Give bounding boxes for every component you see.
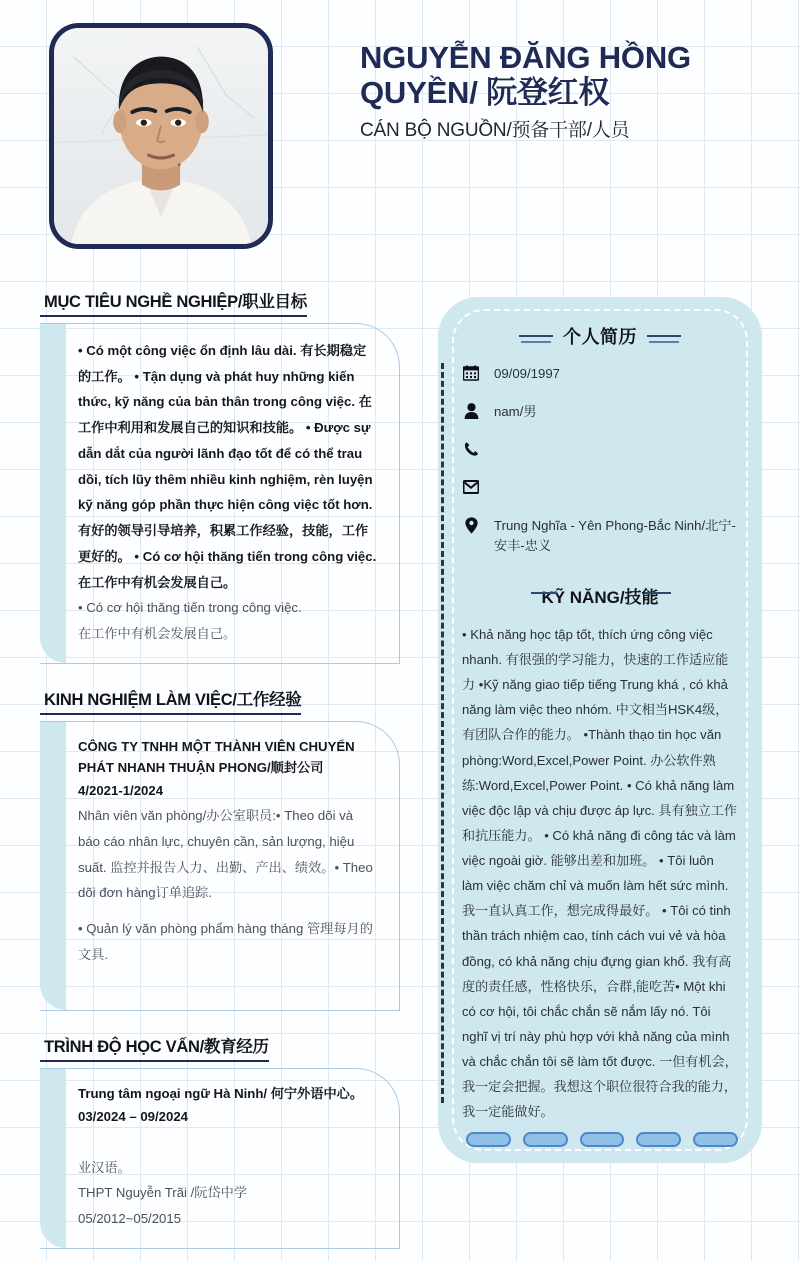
calendar-icon [462, 363, 480, 383]
page-title: NGUYỄN ĐĂNG HỒNG QUYỀN/ 阮登红权 [360, 40, 691, 111]
portrait-photo-icon [54, 28, 268, 244]
education-card [40, 1068, 400, 1249]
section-objective [40, 288, 400, 664]
skill-pill [466, 1132, 511, 1147]
header [0, 0, 800, 272]
education-school-2: THPT Nguyễn Trãi /阮岱中学 [78, 1185, 248, 1201]
education-date-2: 05/2012~05/2015 [78, 1211, 182, 1227]
skills-heading [462, 583, 738, 608]
skill-pill [636, 1132, 681, 1147]
objective-note-1: • Có cơ hội thăng tiến trong công việc. [78, 600, 302, 616]
job-title: CÁN BỘ NGUỒN/预备干部/人员 [360, 119, 630, 141]
experience-duties-2: • Quản lý văn phòng phẩm hàng tháng 管理每月的文具. [78, 921, 373, 962]
experience-company: CÔNG TY TNHH MỘT THÀNH VIÊN CHUYỂN PHÁT NHANH THUẬN PHONG/顺封公司 [78, 738, 355, 775]
objective-card [40, 323, 400, 664]
skills-body: • Khả năng học tập tốt, thích ứng công việc nhanh. 有很强的学习能力，快速的工作适应能力 •Kỹ năng giao tiếp tiếng Trung khá , có khả năng làm việc theo nhóm. 中文相当HSK4级，有团队合作的能力。 •Thành thạo tin học văn phòng:Word,Excel,Power Point. 办公软件熟练:Word,Excel,Power Point. • Có khả năng làm việc độc lập và chịu được áp lực. 具有独立工作和抗压能力。 • Có khả năng đi công tác và làm việc ngoài giờ. 能够出差和加班。 • Tôi luôn làm việc chăm chỉ và muốn làm hết sức mình. 我一直认真工作，想完成得最好。 • Tôi có tinh thần trách nhiệm cao, tính cách vui vẻ và hòa đồng, có khả năng chịu đựng gian khổ. 我有高度的责任感，性格快乐，合群,能吃苦• Một khi có cơ hội, tôi chắc chắn sẽ nắm lấy nó. Tôi nghĩ vị trí này phù hợp với khả năng của mình và chắc chắn tôi sẽ làm tốt được. 一但有机会，我一定会把握。我想这个职位很符合我的能力，我一定能做好。 [462, 626, 738, 1120]
envelope-icon [462, 477, 480, 497]
contact-row-email [462, 477, 738, 499]
left-column [40, 288, 400, 1271]
section-title-objective: MỤC TIÊU NGHỀ NGHIỆP/职业目标 [40, 288, 307, 317]
person-icon [462, 401, 480, 421]
skills-title [541, 583, 658, 608]
dash-right-icon [647, 335, 681, 337]
spacer [78, 1129, 377, 1155]
section-education [40, 1033, 400, 1249]
objective-paragraph: • Có một công việc ổn định lâu dài. 有长期稳定的工作。 • Tận dụng và phát huy những kiến thức, kỹ năng của bản thân trong công việc. 在工作中利用和发展自己的知识和技能。 • Được sự dẫn dắt của người lãnh đạo tốt để có thể trau dồi, tích lũy thêm nhiều kinh nghiệm, rèn luyện kỹ năng góp phần thực hiện công việc tốt hơn. 有好的领导引导培养，积累工作经验，技能，工作更好的。 • Có cơ hội thăng tiến trong công việc. 在工作中有机会发展自己。 [78, 343, 377, 590]
education-date-1: 03/2024 – 09/2024 [78, 1108, 189, 1124]
name-block [360, 40, 760, 142]
panel-content [438, 297, 762, 1163]
spacer [78, 906, 377, 916]
experience-duties-1: Nhân viên văn phòng/办公室职员:• Theo dõi và báo cáo nhân lực, chuyên cần, sản lượng, hiệu suất. 监控并报告人力、出勤、产出、绩效。• Theo dõi đơn hàng订单追踪. [78, 808, 373, 901]
section-title-experience: KINH NGHIỆM LÀM VIỆC/工作经验 [40, 686, 301, 715]
dash-overlay-right-icon [645, 592, 671, 594]
skill-pill [580, 1132, 625, 1147]
panel-heading [462, 323, 738, 349]
dash-overlay-left-icon [531, 592, 557, 594]
objective-note-2: 在工作中有机会发展自己。 [78, 626, 237, 642]
education-note-1: 业汉语。 [78, 1159, 131, 1175]
contact-row-phone [462, 439, 738, 461]
contact-row-gender [462, 401, 738, 423]
experience-date: 4/2021-1/2024 [78, 783, 164, 799]
skill-bars [462, 1132, 738, 1147]
contact-value-birthdate: 09/09/1997 [494, 366, 561, 381]
education-school-1: Trung tâm ngoại ngữ Hà Ninh/ 何宁外语中心。 [78, 1085, 364, 1101]
panel-title: 个人简历 [563, 327, 637, 347]
contact-row-birthdate [462, 363, 738, 385]
skills-title-text: KỸ NĂNG/技能 [541, 587, 659, 607]
skill-pill [693, 1132, 738, 1147]
avatar [49, 23, 273, 249]
spacer [78, 968, 377, 994]
experience-card [40, 721, 400, 1011]
contact-value-gender: nam/男 [494, 404, 537, 419]
skill-pill [523, 1132, 568, 1147]
contact-row-address [462, 515, 738, 557]
section-experience [40, 686, 400, 1011]
location-pin-icon [462, 515, 480, 535]
phone-icon [462, 439, 480, 459]
profile-panel [438, 297, 762, 1163]
section-title-education: TRÌNH ĐỘ HỌC VẤN/教育经历 [40, 1033, 269, 1062]
contact-value-address: Trung Nghĩa - Yên Phong-Bắc Ninh/北宁-安丰-忠义 [494, 518, 736, 554]
dash-left-icon [519, 335, 553, 337]
